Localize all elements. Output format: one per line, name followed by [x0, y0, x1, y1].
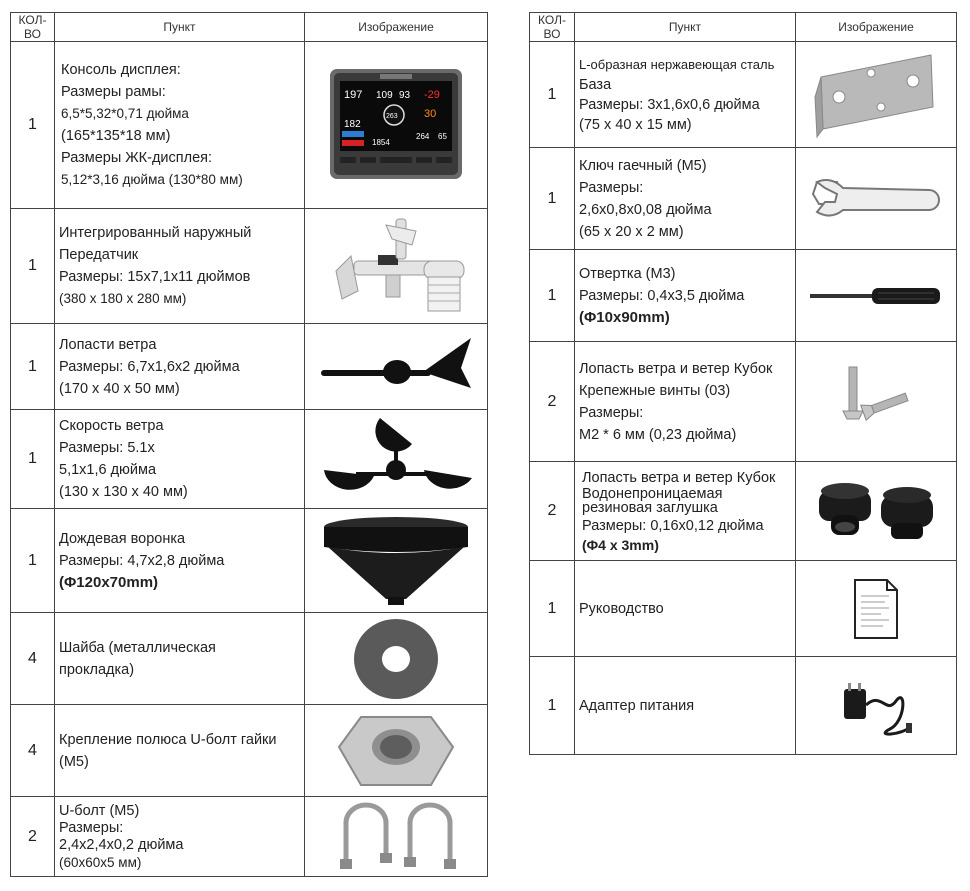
- table-row: [11, 42, 488, 209]
- table-header-row: [530, 13, 957, 42]
- console-reading: 263: [386, 113, 398, 120]
- item-line: (380 x 180 x 280 мм): [59, 291, 187, 306]
- item-line: M2 * 6 мм (0,23 дюйма): [579, 426, 737, 443]
- console-reading: 264: [416, 132, 430, 141]
- power-adapter-icon: [836, 671, 916, 741]
- table-row: [530, 148, 957, 250]
- item-line: Шайба (металлическая: [59, 639, 216, 656]
- item-line: Крепление полюса U-болт гайки: [59, 731, 277, 748]
- console-reading: 197: [344, 89, 363, 101]
- item-line: L-образная нержавеющая сталь: [579, 56, 775, 72]
- row-image: [796, 561, 957, 657]
- header-image: Изображение: [305, 13, 488, 42]
- item-line: 5,12*3,16 дюйма (130*80 мм): [61, 172, 243, 187]
- item-line: Размеры: 15x7,1x11 дюймов: [59, 269, 251, 285]
- header-qty: КОЛ-ВО: [11, 13, 55, 42]
- row-qty: 1: [530, 561, 575, 657]
- row-image: [796, 148, 957, 250]
- row-image: [796, 462, 957, 561]
- item-line: резиновая заглушка: [582, 499, 718, 516]
- row-item: [575, 250, 796, 342]
- table-row: [11, 509, 488, 613]
- item-line: (75 x 40 x 15 мм): [579, 116, 692, 133]
- row-item: [575, 148, 796, 250]
- item-line: Размеры: 0,4x3,5 дюйма: [579, 287, 745, 304]
- item-line: Размеры:: [579, 404, 644, 421]
- item-line: Размеры рамы:: [61, 84, 166, 100]
- item-line: Скорость ветра: [59, 418, 164, 434]
- rain-funnel-icon: [316, 513, 476, 608]
- row-image: [796, 342, 957, 462]
- console-reading: 1854: [372, 138, 390, 147]
- row-qty: 1: [11, 209, 55, 324]
- item-line: Лопасть ветра и ветер Кубок: [582, 469, 776, 486]
- console-reading: 182: [344, 119, 361, 130]
- row-item: [55, 797, 305, 877]
- row-qty: 1: [530, 250, 575, 342]
- row-qty: 1: [530, 657, 575, 755]
- anemometer-cups-icon: [316, 414, 476, 504]
- row-qty: 1: [11, 410, 55, 509]
- hex-nut-icon: [331, 707, 461, 795]
- item-line: (Φ120x70mm): [59, 573, 159, 591]
- header-item: Пункт: [575, 13, 796, 42]
- item-line: (130 x 130 x 40 мм): [59, 484, 188, 500]
- row-qty: 4: [11, 705, 55, 797]
- row-image: [305, 410, 488, 509]
- row-image: [305, 797, 488, 877]
- item-line: 2,6x0,8x0,08 дюйма: [579, 201, 712, 218]
- item-line: Дождевая воронка: [59, 530, 186, 547]
- row-image: [796, 42, 957, 148]
- table-row: [11, 410, 488, 509]
- row-qty: 2: [530, 342, 575, 462]
- table-row: [530, 42, 957, 148]
- item-line: Интегрированный наружный: [59, 225, 252, 241]
- row-image: [305, 209, 488, 324]
- item-line: прокладка): [59, 661, 135, 678]
- item-line: U-болт (M5): [59, 802, 140, 819]
- item-line: (Φ10x90mm): [579, 308, 670, 326]
- row-image: [305, 324, 488, 410]
- u-bolt-icon: [326, 801, 466, 873]
- row-image: [305, 42, 488, 209]
- item-line: 6,5*5,32*0,71 дюйма: [61, 106, 189, 121]
- item-line: Размеры: 4,7x2,8 дюйма: [59, 552, 225, 569]
- item-line: Размеры:: [59, 819, 124, 836]
- row-item: [575, 561, 796, 657]
- row-item: [55, 42, 305, 209]
- item-line: Отвертка (M3): [579, 265, 676, 282]
- item-line: 5,1x1,6 дюйма: [59, 462, 157, 478]
- item-line: Размеры: 3x1,6x0,6 дюйма: [579, 96, 760, 113]
- row-item: [575, 462, 796, 561]
- item-line: Ключ гаечный (M5): [579, 157, 707, 174]
- screws-icon: [831, 357, 921, 447]
- table-row: [530, 250, 957, 342]
- table-row: [11, 613, 488, 705]
- screwdriver-icon: [806, 281, 946, 311]
- console-reading: 65: [438, 132, 447, 141]
- row-qty: 4: [11, 613, 55, 705]
- item-line: Водонепроницаемая: [582, 485, 723, 502]
- row-item: [55, 324, 305, 410]
- item-line: Размеры: 6,7x1,6x2 дюйма: [59, 358, 240, 375]
- item-line: Адаптер питания: [579, 697, 695, 714]
- row-item: [55, 705, 305, 797]
- row-image: [796, 657, 957, 755]
- row-image: [305, 705, 488, 797]
- item-line: (170 x 40 x 50 мм): [59, 380, 180, 397]
- manual-document-icon: [851, 576, 901, 642]
- row-item: [575, 42, 796, 148]
- header-qty: КОЛ-ВО: [530, 13, 575, 42]
- row-item: [575, 342, 796, 462]
- item-line: (165*135*18 мм): [61, 128, 171, 144]
- console-reading: 109: [376, 90, 393, 101]
- wind-vane-icon: [311, 332, 481, 402]
- row-item: [55, 209, 305, 324]
- row-item: [55, 613, 305, 705]
- rubber-plug-icon: [811, 471, 941, 551]
- item-line: Размеры ЖК-дисплея:: [61, 150, 213, 166]
- table-row: [11, 324, 488, 410]
- item-line: 2,4x2,4x0,2 дюйма: [59, 836, 184, 853]
- item-line: Крепежные винты (03): [579, 382, 731, 399]
- item-line: Размеры: 5.1x: [59, 440, 155, 456]
- header-image: Изображение: [796, 13, 957, 42]
- outdoor-transmitter-icon: [316, 211, 476, 321]
- row-qty: 2: [530, 462, 575, 561]
- table-row: [11, 797, 488, 877]
- row-qty: 2: [11, 797, 55, 877]
- console-reading: 30: [424, 108, 437, 120]
- item-line: Лопасть ветра и ветер Кубок: [579, 360, 773, 377]
- parts-table-left: [10, 12, 488, 877]
- item-line: Размеры:: [579, 179, 644, 196]
- item-line: (60x60x5 мм): [59, 854, 142, 870]
- l-bracket-icon: [811, 47, 941, 142]
- row-qty: 1: [11, 509, 55, 613]
- wrench-icon: [811, 174, 941, 224]
- row-item: [55, 509, 305, 613]
- table-row: [530, 561, 957, 657]
- table-row: [530, 342, 957, 462]
- table-row: [530, 462, 957, 561]
- row-item: [575, 657, 796, 755]
- item-line: База: [579, 76, 612, 93]
- table-row: [11, 705, 488, 797]
- item-line: Передатчик: [59, 247, 139, 263]
- console-reading: -29: [424, 89, 440, 101]
- item-line: (65 x 20 x 2 мм): [579, 223, 684, 240]
- row-qty: 1: [530, 148, 575, 250]
- display-console-icon: [326, 65, 466, 185]
- row-item: [55, 410, 305, 509]
- item-line: (Φ4 x 3mm): [582, 536, 659, 553]
- row-image: [305, 613, 488, 705]
- item-line: Размеры: 0,16x0,12 дюйма: [582, 517, 764, 534]
- table-header-row: [11, 13, 488, 42]
- console-reading: 93: [399, 90, 411, 101]
- row-qty: 1: [11, 324, 55, 410]
- item-line: Консоль дисплея:: [61, 62, 181, 78]
- header-item: Пункт: [55, 13, 305, 42]
- row-image: [796, 250, 957, 342]
- item-line: Руководство: [579, 600, 664, 617]
- row-qty: 1: [530, 42, 575, 148]
- table-row: [11, 209, 488, 324]
- item-line: (M5): [59, 753, 89, 770]
- washer-icon: [346, 615, 446, 703]
- item-line: Лопасти ветра: [59, 336, 157, 353]
- parts-table-right: [529, 12, 957, 755]
- table-row: [530, 657, 957, 755]
- row-image: [305, 509, 488, 613]
- row-qty: 1: [11, 42, 55, 209]
